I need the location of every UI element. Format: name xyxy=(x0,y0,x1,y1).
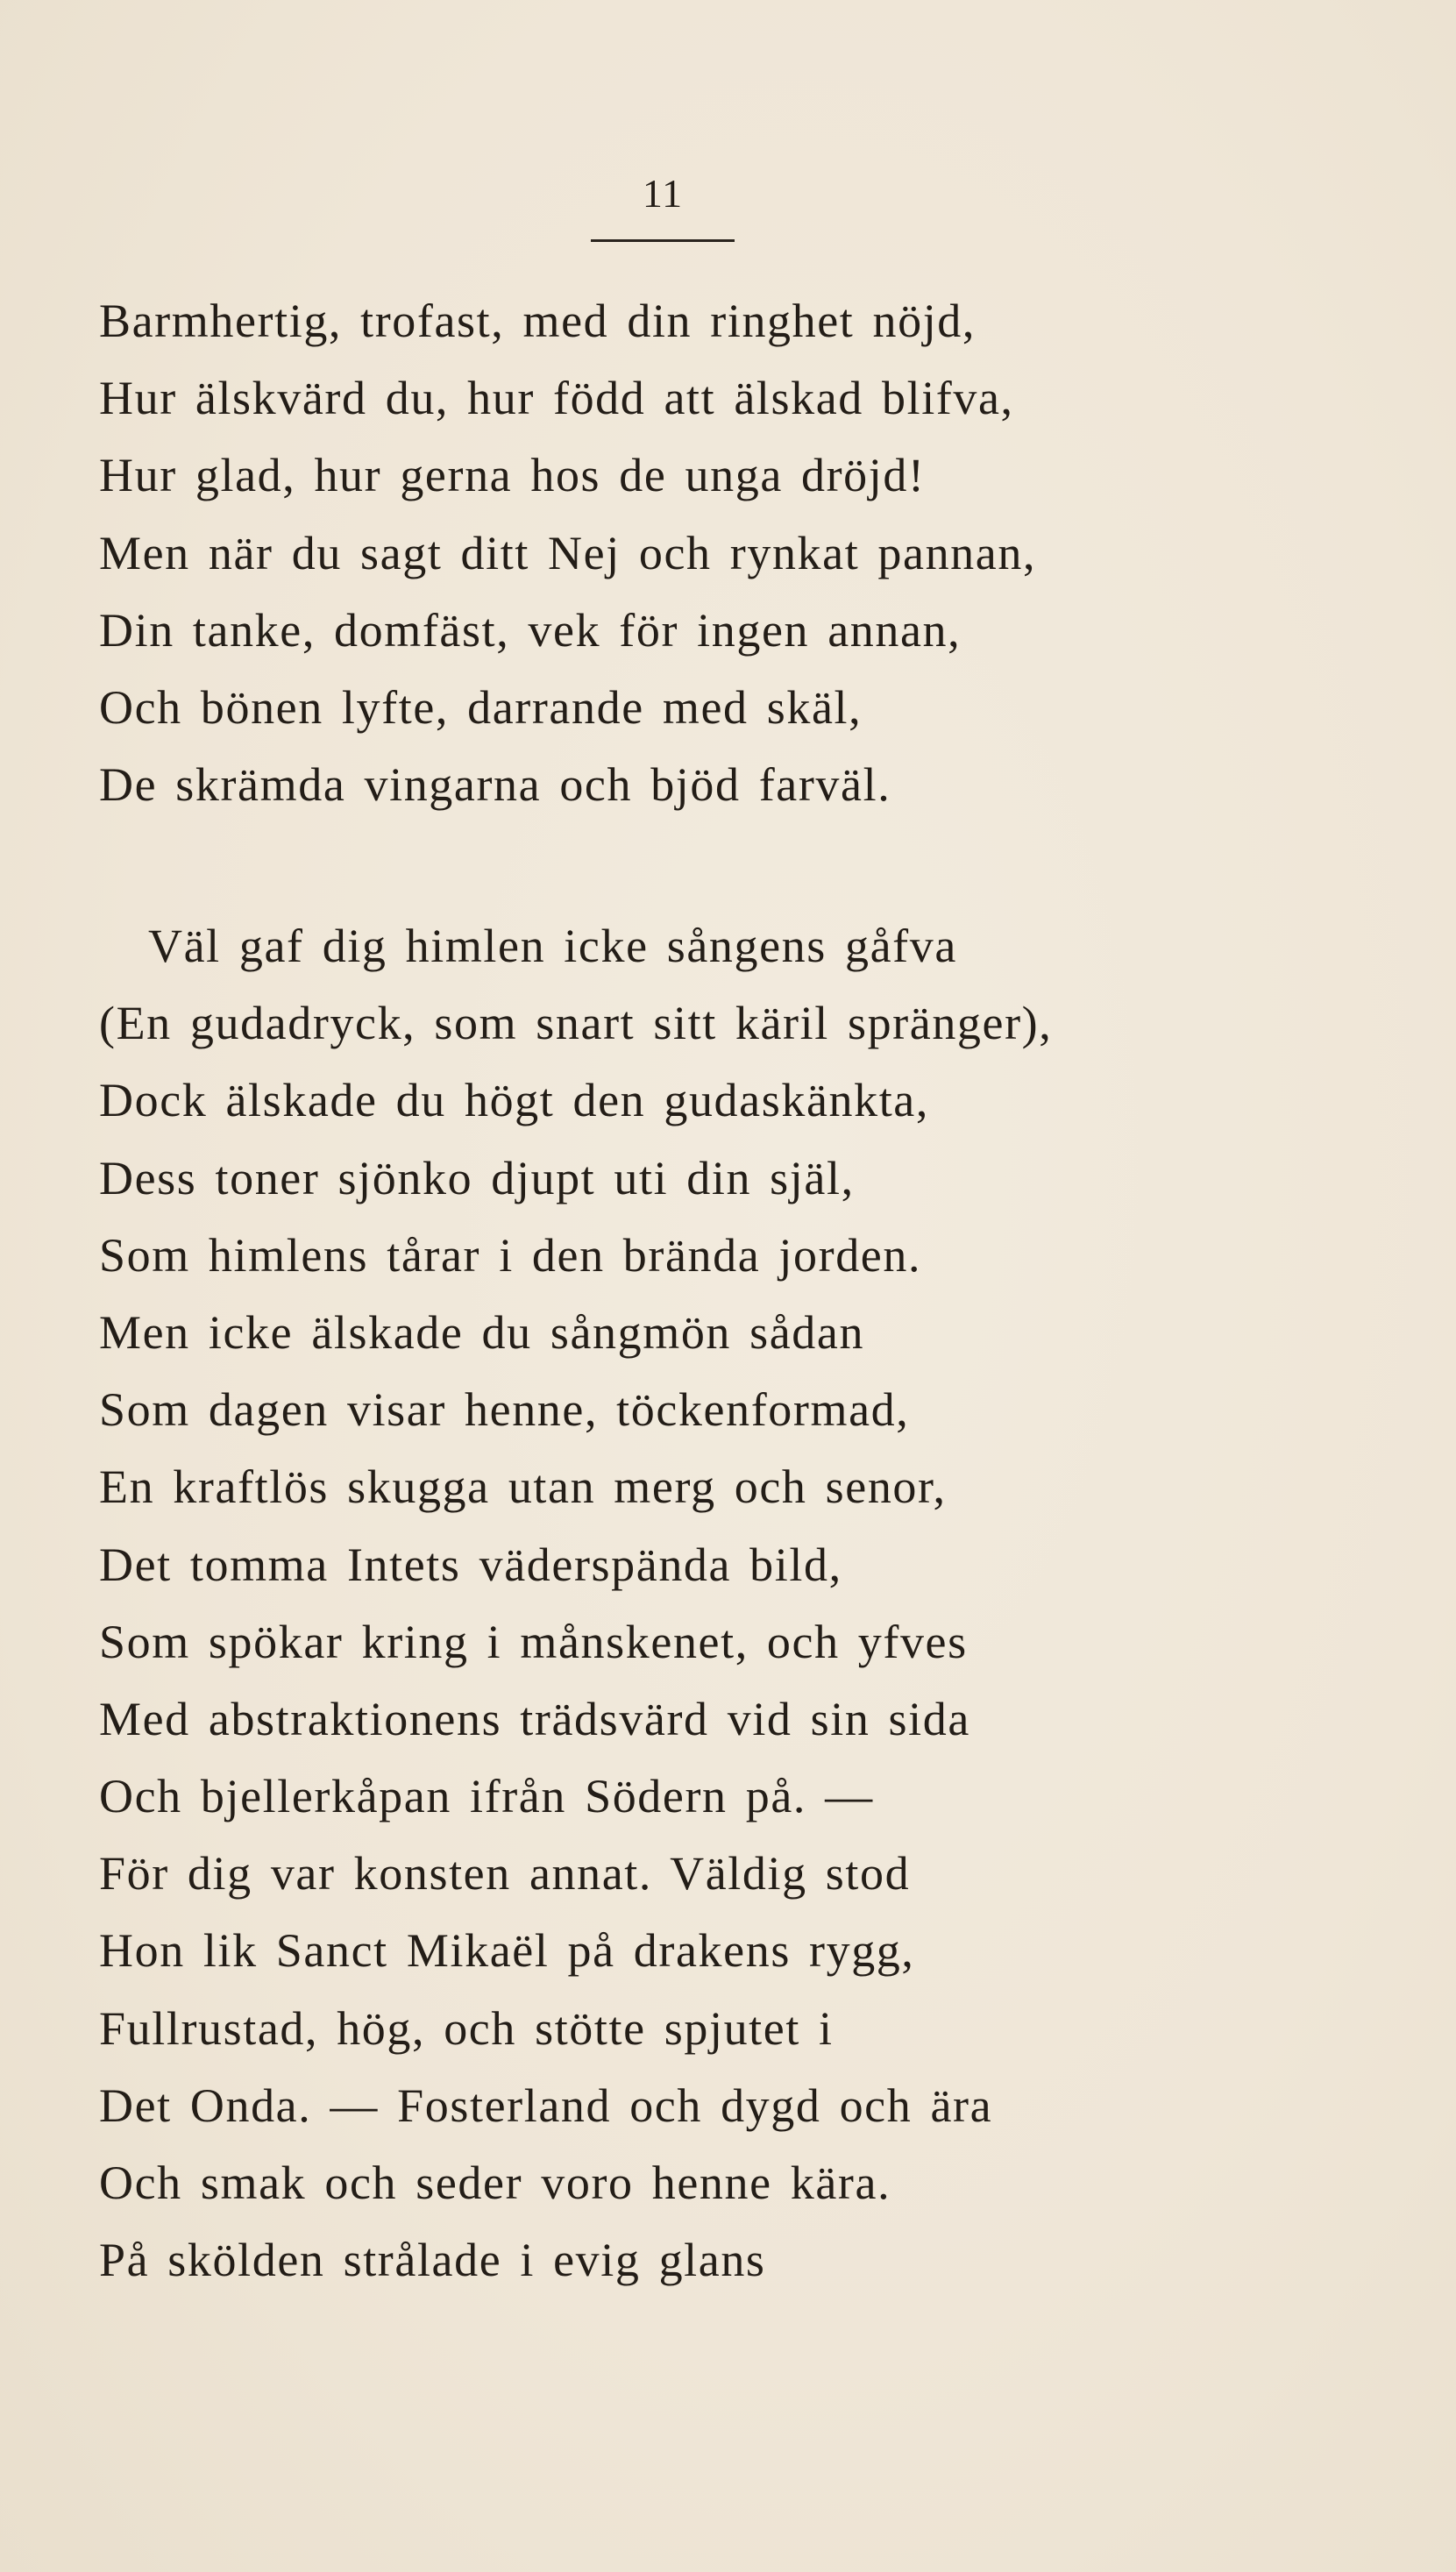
verse-line: Och bjellerkåpan ifrån Södern på. — xyxy=(99,1770,874,1823)
verse-line: En kraftlös skugga utan merg och senor, xyxy=(99,1460,947,1514)
verse-line: Hur älskvärd du, hur född att älskad blifva, xyxy=(99,372,1014,425)
verse-line: Hon lik Sanct Mikaël på drakens rygg, xyxy=(99,1924,915,1978)
verse-line: Barmhertig, trofast, med din ringhet nöjd, xyxy=(99,295,977,347)
verse-line: Men icke älskade du sångmön sådan xyxy=(99,1305,865,1359)
verse-line: Det tomma Intets väderspända bild, xyxy=(99,1538,842,1591)
verse-line: Men när du sagt ditt Nej och rynkat pannan, xyxy=(99,526,1037,579)
verse-line: (En gudadryck, som snart sitt käril spränger), xyxy=(99,997,1053,1050)
verse-line: Med abstraktionens trädsvärd vid sin sida xyxy=(99,1692,970,1745)
verse-line: Som himlens tårar i den brända jorden. xyxy=(99,1228,922,1282)
verse-line: Det Onda. — Fosterland och dygd och ära xyxy=(99,2078,993,2132)
verse-line: Dock älskade du högt den gudaskänkta, xyxy=(99,1074,929,1127)
verse-line: Dess toner sjönko djupt uti din själ, xyxy=(99,1151,855,1204)
verse-line: Din tanke, domfäst, vek för ingen annan, xyxy=(99,603,962,657)
verse-line: Hur glad, hur gerna hos de unga dröjd! xyxy=(99,449,926,502)
stanza-2 xyxy=(99,907,1414,2298)
verse-line: Som dagen visar henne, töckenformad, xyxy=(99,1383,910,1437)
verse-line: Väl gaf dig himlen icke sångens gåfva xyxy=(148,920,957,972)
verse-line: Och bönen lyfte, darrande med skäl, xyxy=(99,680,863,734)
verse-line: För dig var konsten annat. Väldig stod xyxy=(99,1847,911,1901)
verse-line: På skölden strålade i evig glans xyxy=(99,2234,766,2287)
page-number: 11 xyxy=(642,171,684,216)
header-rule xyxy=(591,239,735,242)
verse-line: Och smak och seder voro henne kära. xyxy=(99,2156,891,2209)
verse-line: De skrämda vingarna och bjöd farväl. xyxy=(99,758,891,812)
verse-line: Som spökar kring i månskenet, och yfves xyxy=(99,1615,968,1668)
stanza-1 xyxy=(99,282,1414,823)
verse-line: Fullrustad, hög, och stötte spjutet i xyxy=(99,2001,834,2055)
